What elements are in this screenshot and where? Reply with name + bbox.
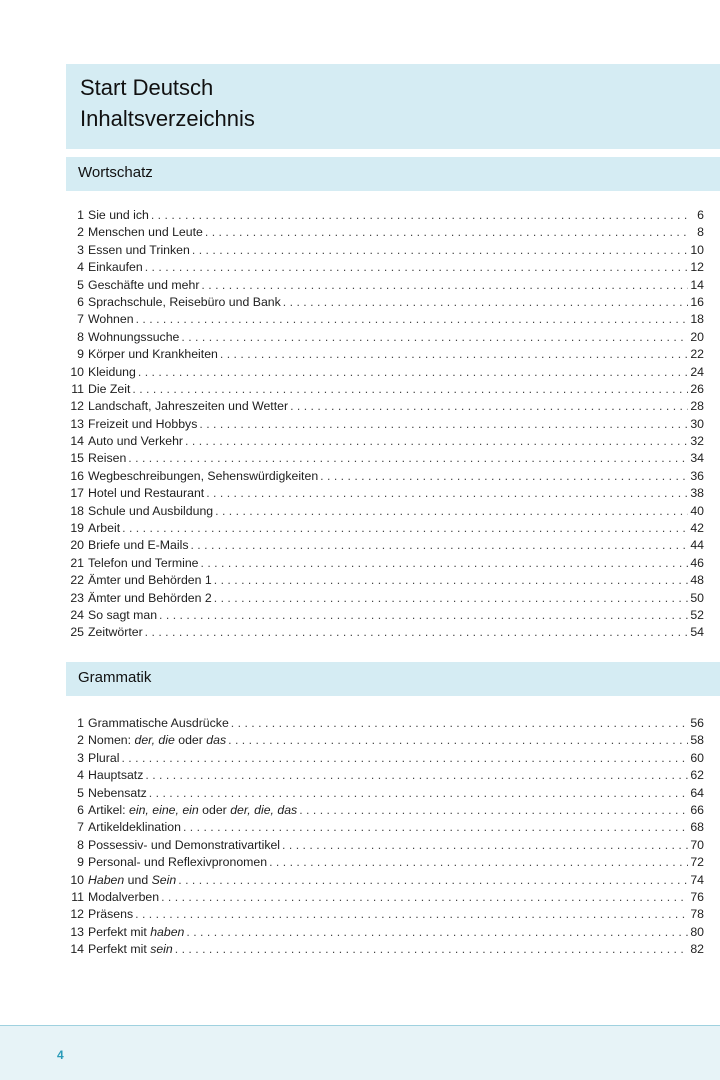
toc-entry-page: 54	[690, 625, 704, 640]
toc-entry-page: 64	[690, 785, 704, 800]
toc-entry-label	[88, 715, 229, 732]
toc-entry[interactable]	[68, 398, 704, 415]
toc-entry-number: 20	[70, 538, 84, 553]
toc-entry-number: 16	[70, 468, 84, 483]
toc-entry-number: 24	[70, 607, 84, 622]
toc-entry[interactable]	[68, 259, 704, 276]
toc-leader-dots	[145, 259, 688, 276]
toc-entry-label-text: Sprachschule, Reisebüro und Bank	[88, 294, 281, 309]
toc-entry-label	[88, 555, 199, 572]
toc-leader-dots	[136, 311, 688, 328]
toc-entry-label-text: Nebensatz	[88, 785, 147, 800]
toc-entry-label-text: und	[124, 872, 152, 887]
toc-entry[interactable]	[68, 785, 704, 802]
toc-list-grammatik	[68, 715, 704, 958]
toc-entry-number: 1	[77, 716, 84, 730]
toc-entry-page: 50	[690, 590, 704, 605]
toc-entry-label-text: Wegbeschreibungen, Sehenswürdigkeiten	[88, 468, 319, 483]
toc-entry-page: 78	[690, 907, 704, 922]
toc-leader-dots	[145, 624, 688, 641]
toc-entry-page: 44	[690, 538, 704, 553]
toc-entry[interactable]	[68, 624, 704, 641]
toc-entry[interactable]	[68, 941, 704, 958]
toc-entry[interactable]	[68, 346, 704, 363]
toc-entry-page: 34	[690, 451, 704, 466]
toc-entry-page: 76	[690, 889, 704, 904]
toc-entry-page: 14	[690, 277, 704, 292]
toc-entry-page: 6	[697, 208, 704, 222]
toc-entry-label	[88, 433, 183, 450]
toc-entry-number: 18	[70, 503, 84, 518]
toc-entry-page: 22	[690, 347, 704, 362]
toc-entry-label	[88, 329, 179, 346]
toc-entry-label	[88, 924, 184, 941]
toc-entry-label-italic: der, die	[134, 733, 175, 748]
toc-entry-label-text: Einkaufen	[88, 260, 143, 275]
toc-entry-page: 24	[690, 364, 704, 379]
toc-entry-number: 11	[71, 889, 84, 904]
toc-entry[interactable]	[68, 837, 704, 854]
toc-entry-number: 2	[77, 733, 84, 748]
section-heading: Grammatik	[78, 669, 152, 686]
toc-entry[interactable]	[68, 555, 704, 572]
toc-entry[interactable]	[68, 906, 704, 923]
toc-entry[interactable]	[68, 590, 704, 607]
toc-entry-label-text: Ämter und Behörden 1	[88, 573, 212, 588]
toc-entry-label	[88, 485, 204, 502]
toc-leader-dots	[290, 398, 688, 415]
toc-entry-label	[88, 785, 147, 802]
toc-entry-page: 68	[690, 820, 704, 835]
toc-entry-label-text: Präsens	[88, 907, 134, 922]
toc-entry-page: 58	[690, 733, 704, 748]
toc-entry-number: 13	[70, 416, 84, 431]
toc-entry[interactable]	[68, 294, 704, 311]
toc-entry[interactable]	[68, 732, 704, 749]
toc-entry-label	[88, 346, 218, 363]
toc-entry-label	[88, 242, 190, 259]
toc-leader-dots	[320, 468, 688, 485]
toc-entry-number: 10	[70, 364, 84, 379]
toc-entry-label	[88, 416, 197, 433]
toc-entry-label	[88, 259, 143, 276]
footer-band	[0, 1026, 720, 1080]
toc-entry-number: 12	[70, 907, 84, 922]
toc-entry-label-italic: haben	[150, 924, 185, 939]
toc-leader-dots	[185, 433, 688, 450]
toc-entry-label-text: Modalverben	[88, 889, 160, 904]
toc-entry-label	[88, 854, 267, 871]
toc-entry-page: 38	[690, 486, 704, 501]
toc-entry-label	[88, 520, 120, 537]
toc-entry-number: 9	[77, 855, 84, 870]
toc-entry-label-text: Nomen:	[88, 733, 135, 748]
toc-entry-label-text: Hotel und Restaurant	[88, 486, 205, 501]
toc-entry-number: 19	[70, 521, 84, 536]
toc-entry[interactable]	[68, 381, 704, 398]
toc-entry[interactable]	[68, 277, 704, 294]
toc-entry-label	[88, 837, 280, 854]
toc-entry-label-text: Zeitwörter	[88, 625, 143, 640]
toc-entry-label-text: Grammatische Ausdrücke	[88, 716, 229, 730]
toc-entry-page: 32	[690, 434, 704, 449]
toc-entry-label-text: Schule und Ausbildung	[88, 503, 214, 518]
toc-leader-dots	[269, 854, 688, 871]
toc-entry-label-text: Briefe und E-Mails	[88, 538, 189, 553]
toc-entry[interactable]	[68, 607, 704, 624]
toc-entry-page: 80	[690, 924, 704, 939]
toc-leader-dots	[138, 364, 688, 381]
toc-entry[interactable]	[68, 520, 704, 537]
toc-entry-label-italic: der, die, das	[230, 802, 298, 817]
toc-entry[interactable]	[68, 889, 704, 906]
toc-entry-page: 56	[690, 716, 704, 730]
toc-leader-dots	[214, 590, 688, 607]
toc-entry-number: 8	[77, 329, 84, 344]
toc-leader-dots	[159, 607, 688, 624]
toc-entry-number: 12	[70, 399, 84, 414]
toc-entry-number: 7	[77, 312, 84, 327]
toc-entry-label-italic: sein	[150, 942, 173, 957]
toc-entry[interactable]	[68, 485, 704, 502]
toc-leader-dots	[231, 715, 688, 732]
toc-entry-page: 36	[690, 468, 704, 483]
toc-entry-label-text: Hauptsatz	[88, 768, 144, 783]
toc-leader-dots	[135, 906, 688, 923]
toc-entry-label-italic: Sein	[151, 872, 177, 887]
toc-entry-number: 3	[77, 750, 84, 765]
toc-leader-dots	[215, 503, 688, 520]
toc-entry-label	[88, 398, 288, 415]
toc-entry-number: 17	[70, 486, 84, 501]
toc-leader-dots	[181, 329, 688, 346]
book-title: Start Deutsch	[80, 75, 214, 100]
toc-entry-number: 6	[77, 294, 84, 309]
toc-entry[interactable]	[68, 715, 704, 732]
toc-entry[interactable]	[68, 468, 704, 485]
toc-entry-label	[88, 732, 226, 749]
toc-entry-page: 20	[690, 329, 704, 344]
toc-entry-number: 23	[70, 590, 84, 605]
toc-leader-dots	[206, 485, 688, 502]
toc-entry-page: 18	[690, 312, 704, 327]
toc-leader-dots	[228, 732, 688, 749]
toc-entry-label-text: Wohnen	[88, 312, 134, 327]
toc-entry[interactable]	[68, 364, 704, 381]
toc-entry-label-text: Körper und Krankheiten	[88, 347, 218, 362]
toc-entry[interactable]	[68, 207, 704, 224]
toc-entry-label-text: Sie und ich	[88, 208, 149, 222]
toc-entry[interactable]	[68, 802, 704, 819]
toc-leader-dots	[149, 785, 688, 802]
toc-entry[interactable]	[68, 224, 704, 241]
toc-entry-label	[88, 624, 143, 641]
toc-leader-dots	[183, 819, 688, 836]
toc-entry-label-text: Telefon und Termine	[88, 555, 199, 570]
toc-entry-number: 22	[70, 573, 84, 588]
toc-entry-number: 15	[70, 451, 84, 466]
toc-entry-label	[88, 872, 176, 889]
toc-entry[interactable]	[68, 767, 704, 784]
toc-entry-label	[88, 906, 133, 923]
toc-entry-label	[88, 889, 159, 906]
toc-leader-dots	[175, 941, 688, 958]
title-box	[66, 64, 720, 149]
toc-leader-dots	[145, 767, 688, 784]
toc-entry-number: 5	[77, 277, 84, 292]
toc-entry-label-text: Artikeldeklination	[88, 820, 181, 835]
toc-entry-label-text: oder	[198, 802, 231, 817]
toc-entry-label-italic: Haben	[88, 872, 125, 887]
toc-entry-number: 25	[70, 625, 84, 640]
toc-entry-number: 10	[70, 872, 84, 887]
toc-leader-dots	[283, 294, 688, 311]
section-heading: Wortschatz	[78, 164, 153, 181]
toc-entry[interactable]	[68, 242, 704, 259]
toc-entry-page: 60	[690, 750, 704, 765]
toc-entry-label-text: Perfekt mit	[88, 942, 151, 957]
toc-entry-page: 82	[690, 942, 704, 957]
toc-entry-label-italic: das	[206, 733, 227, 748]
toc-entry-label-text: oder	[174, 733, 207, 748]
toc-entry-label-text: Arbeit	[88, 521, 121, 536]
toc-entry-page: 16	[690, 294, 704, 309]
toc-entry-number: 7	[77, 820, 84, 835]
toc-entry-page: 26	[690, 381, 704, 396]
toc-leader-dots	[299, 802, 688, 819]
toc-entry[interactable]	[68, 924, 704, 941]
toc-entry-label	[88, 590, 212, 607]
toc-entry-label-text: Wohnungssuche	[88, 329, 180, 344]
toc-leader-dots	[205, 224, 688, 241]
toc-entry-label	[88, 767, 143, 784]
toc-entry-number: 1	[77, 208, 84, 222]
toc-entry-page: 12	[690, 260, 704, 275]
toc-entry-label	[88, 537, 188, 554]
toc-entry-label	[88, 607, 157, 624]
toc-entry[interactable]	[68, 872, 704, 889]
toc-entry-label	[88, 802, 297, 819]
toc-entry[interactable]	[68, 433, 704, 450]
toc-entry-label	[88, 572, 212, 589]
toc-entry[interactable]	[68, 854, 704, 871]
toc-leader-dots	[282, 837, 688, 854]
section-header-wortschatz	[66, 157, 720, 191]
page-number: 4	[57, 1048, 64, 1062]
toc-entry-page: 46	[690, 555, 704, 570]
toc-entry-page: 70	[690, 837, 704, 852]
toc-entry-label-text: Personal- und Reflexivpronomen	[88, 855, 268, 870]
toc-leader-dots	[151, 207, 688, 224]
toc-entry-number: 11	[71, 381, 84, 396]
toc-entry-label-text: So sagt man	[88, 607, 158, 622]
toc-leader-dots	[220, 346, 688, 363]
toc-entry-label	[88, 364, 136, 381]
toc-entry-label-text: Ämter und Behörden 2	[88, 590, 212, 605]
toc-entry-label-text: Landschaft, Jahreszeiten und Wetter	[88, 399, 289, 414]
toc-entry-page: 72	[690, 855, 704, 870]
toc-entry-label-text: Perfekt mit	[88, 924, 151, 939]
toc-entry-page: 74	[690, 872, 704, 887]
toc-leader-dots	[190, 537, 688, 554]
toc-entry-label-italic: ein, eine, ein	[129, 802, 199, 817]
toc-entry-label	[88, 224, 203, 241]
toc-entry-label	[88, 311, 134, 328]
toc-entry-page: 66	[690, 802, 704, 817]
toc-entry-page: 8	[697, 225, 704, 240]
toc-entry[interactable]	[68, 572, 704, 589]
toc-entry-page: 30	[690, 416, 704, 431]
toc-entry-label-text: Possessiv- und Demonstrativartikel	[88, 837, 281, 852]
toc-entry[interactable]	[68, 537, 704, 554]
toc-entry-label	[88, 941, 173, 958]
toc-entry-number: 4	[77, 260, 84, 275]
toc-entry-label-text: Kleidung	[88, 364, 136, 379]
toc-entry-number: 14	[70, 434, 84, 449]
toc-entry-number: 2	[77, 225, 84, 240]
toc-entry-number: 9	[77, 347, 84, 362]
toc-leader-dots	[132, 381, 688, 398]
toc-leader-dots	[214, 572, 688, 589]
toc-entry[interactable]	[68, 819, 704, 836]
toc-entry-number: 14	[70, 942, 84, 957]
toc-entry-page: 40	[690, 503, 704, 518]
toc-leader-dots	[199, 416, 688, 433]
toc-leader-dots	[128, 450, 688, 467]
toc-entry-page: 10	[690, 242, 704, 257]
toc-entry-label	[88, 450, 126, 467]
toc-entry-label-text: Plural	[88, 750, 120, 765]
toc-entry-number: 4	[77, 768, 84, 783]
toc-entry[interactable]	[68, 450, 704, 467]
toc-entry[interactable]	[68, 503, 704, 520]
toc-entry-label	[88, 207, 149, 224]
toc-entry[interactable]	[68, 329, 704, 346]
toc-entry-page: 28	[690, 399, 704, 414]
toc-leader-dots	[178, 872, 688, 889]
toc-list-wortschatz	[68, 207, 704, 642]
toc-leader-dots	[122, 520, 688, 537]
toc-entry-page: 52	[690, 607, 704, 622]
toc-entry-label-text: Die Zeit	[88, 381, 131, 396]
toc-leader-dots	[192, 242, 688, 259]
section-header-grammatik	[66, 662, 720, 696]
toc-entry[interactable]	[68, 416, 704, 433]
toc-entry-number: 8	[77, 837, 84, 852]
toc-entry-number: 13	[70, 924, 84, 939]
toc-entry-label-text: Freizeit und Hobbys	[88, 416, 198, 431]
toc-entry-page: 42	[690, 521, 704, 536]
toc-entry-number: 5	[77, 785, 84, 800]
page-title: Inhaltsverzeichnis	[80, 106, 255, 131]
toc-entry-label	[88, 750, 119, 767]
toc-leader-dots	[121, 750, 688, 767]
toc-leader-dots	[161, 889, 688, 906]
toc-leader-dots	[201, 277, 688, 294]
toc-entry-page: 48	[690, 573, 704, 588]
toc-entry-label	[88, 381, 130, 398]
toc-entry-label	[88, 503, 213, 520]
toc-entry-label-text: Menschen und Leute	[88, 225, 203, 240]
toc-entry-label	[88, 468, 318, 485]
toc-entry-label-text: Essen und Trinken	[88, 242, 190, 257]
toc-entry-label-text: Geschäfte und mehr	[88, 277, 200, 292]
toc-entry-label-text: Artikel:	[88, 802, 129, 817]
toc-entry-page: 62	[690, 768, 704, 783]
toc-leader-dots	[186, 924, 688, 941]
toc-entry-label-text: Auto und Verkehr	[88, 434, 184, 449]
toc-entry[interactable]	[68, 750, 704, 767]
toc-entry-label	[88, 277, 199, 294]
toc-entry[interactable]	[68, 311, 704, 328]
toc-entry-label	[88, 294, 281, 311]
toc-entry-label-text: Reisen	[88, 451, 127, 466]
toc-leader-dots	[201, 555, 688, 572]
toc-entry-number: 6	[77, 802, 84, 817]
toc-entry-number: 3	[77, 242, 84, 257]
toc-entry-number: 21	[70, 555, 84, 570]
toc-entry-label	[88, 819, 181, 836]
